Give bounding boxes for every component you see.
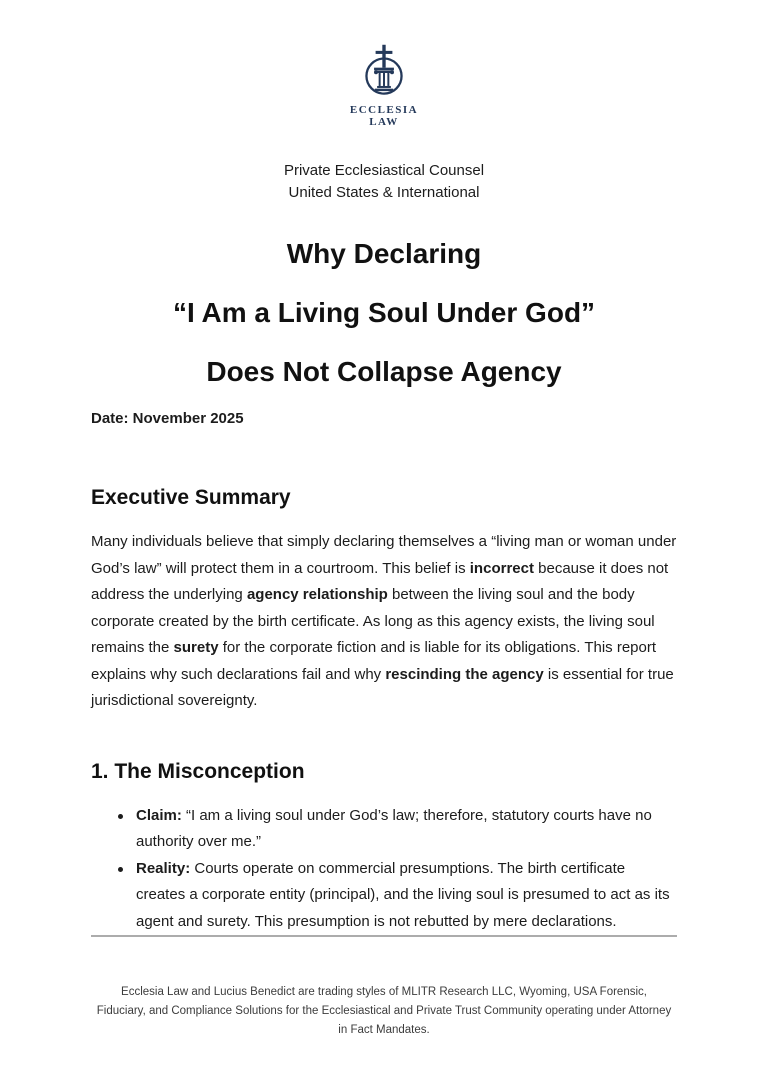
footer-disclaimer-text: Ecclesia Law and Lucius Benedict are trading styles of MLITR Research LLC, Wyoming, USA Forensic, Fiduciary, and Compliance Solutions for the Ecclesiastical and Private Trust Community operating under Attorney in Fact Mandates. bbox=[96, 986, 672, 1036]
logo-wordmark-line2: LAW bbox=[369, 116, 399, 128]
subtitle-line-2: United States & International bbox=[288, 184, 480, 201]
footer-divider bbox=[91, 935, 677, 937]
date-line: Date: November 2025 bbox=[91, 410, 244, 427]
section-heading-misconception: 1. The Misconception bbox=[91, 759, 305, 783]
misconception-bullet-list bbox=[91, 803, 677, 936]
bullet-item-reality: Reality: Courts operate on commercial presumptions. The birth certificate creates a corporate entity (principal), and the living soul is presumed to act as its agent and surety. This presumption is not rebutted by mere declarations. bbox=[118, 856, 677, 936]
document-title-line-1: Why Declaring bbox=[286, 238, 482, 269]
document-title bbox=[91, 238, 677, 388]
logo-wordmark-line1: ECCLESIA bbox=[349, 104, 419, 116]
logo-wordmark bbox=[350, 104, 418, 128]
document-title-line-3: Does Not Collapse Agency bbox=[206, 356, 562, 387]
header-subtitle bbox=[91, 160, 677, 204]
executive-summary-paragraph: Many individuals believe that simply declaring themselves a “living man or woman under God’s law” will protect them in a courtroom. This belief is incorrect because it does not address the underlying agency relationship between the living soul and the body corporate created by the birth certificate. As long as this agency exists, the living soul remains the surety for the corporate fiction and is liable for its obligations. This report explains why such declarations fail and why rescinding the agency is essential for true jurisdictional sovereignty. bbox=[91, 533, 677, 709]
column-with-cross-in-circle-icon bbox=[361, 44, 407, 102]
page-footer bbox=[91, 935, 677, 1080]
subtitle-line-1: Private Ecclesiastical Counsel bbox=[283, 162, 485, 179]
bullet-item-claim: Claim: “I am a living soul under God’s law; therefore, statutory courts have no authority over me.” bbox=[118, 803, 677, 856]
section-heading-executive-summary: Executive Summary bbox=[91, 486, 291, 509]
document-title-line-2: “I Am a Living Soul Under God” bbox=[172, 297, 596, 328]
logo-block bbox=[91, 44, 677, 128]
